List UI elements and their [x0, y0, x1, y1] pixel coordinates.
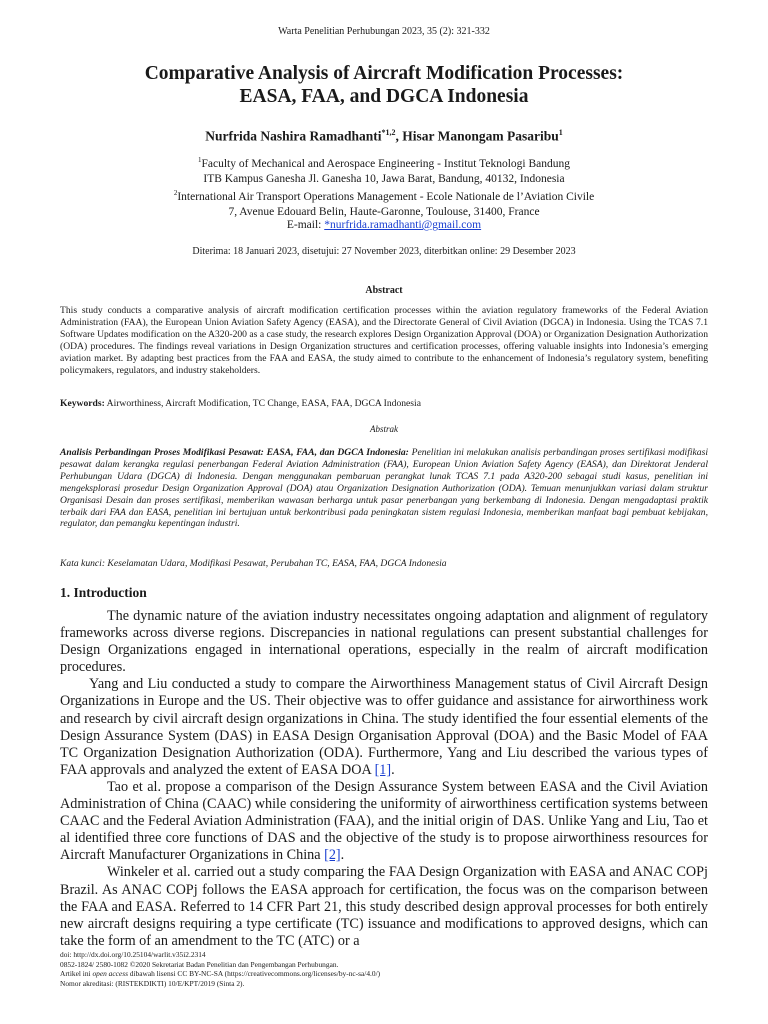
paper-title: [60, 62, 708, 108]
abstrak-text: Penelitian ini melakukan analisis perbandingan proses sertifikasi modifikasi pesawat dalam kerangka regulasi penerbangan Federal Aviation Administration (FAA), European Union Aviation Safety Agency (EASA), dan Direktorat Jenderal Perhubungan Udara (DGCA) di Indonesia. Dengan menggunakan pembaruan perangkat lunak TCAS 7.1 pada A320-200 sebagai studi kasus, penelitian ini mengeksplorasi prosedur Design Organization Approval (DOA) atau Organization Designation Authorization (ODA). Temuan menunjukkan variasi dalam struktur Organisasi Desain dan proses sertifikasi, memberikan wawasan berharga untuk pasar penerbangan yang berkembang di Indonesia. Dengan mengadaptasi praktik terbaik dari FAA dan EASA, penelitian ini bertujuan untuk berkontribusi pada peningkatan sistem regulasi Indonesia, memberikan manfaat bagi pembuat kebijakan, regulator, dan pemangku kepentingan industri.: [60, 447, 708, 530]
email-label: E-mail:: [286, 219, 325, 231]
email-link[interactable]: *nurfrida.ramadhanti@gmail.com: [324, 219, 482, 231]
footer-accreditation: Nomor akreditasi: (RISTEKDIKTI) 10/E/KPT/2019 (Sinta 2).: [60, 978, 245, 988]
affiliation-1-line-1: [60, 153, 708, 172]
author-1-affiliation: *1,2: [381, 128, 396, 137]
paper-title-line-1: Comparative Analysis of Aircraft Modification Processes:: [144, 63, 624, 84]
footer-license-pre: Artikel ini: [60, 969, 93, 979]
author-list: [60, 128, 708, 145]
citation-link-1[interactable]: [1]: [374, 761, 392, 778]
abstract-heading: Abstract: [365, 285, 403, 296]
affiliation-1-number: 1: [198, 156, 202, 164]
affiliation-2-number: 2: [173, 189, 178, 198]
citation-link-2[interactable]: [2]: [324, 847, 341, 864]
paragraph-1: The dynamic nature of the aviation industry necessitates ongoing adaptation and alignment of regulatory frameworks across diverse regions. Discrepancies in national regulations can present substantial challenges for Design Organizations engaged in international operations, especially in the realm of aircraft modification procedures.: [60, 608, 708, 676]
email-line: [60, 219, 708, 231]
abstrak-title: Analisis Perbandingan Proses Modifikasi Pesawat: EASA, FAA, dan DGCA Indonesia:: [60, 447, 409, 458]
keywords-label: Keywords:: [60, 398, 105, 409]
journal-header: Warta Penelitian Perhubungan 2023, 35 (2): 321-332: [278, 26, 490, 37]
paragraph-2-end: .: [391, 761, 395, 778]
author-2: Hisar Manongam Pasaribu: [402, 128, 559, 144]
affiliation-2-line-1: [60, 186, 708, 205]
affiliation-1-name: Faculty of Mechanical and Aerospace Engineering - Institut Teknologi Bandung: [201, 157, 570, 170]
footer-issn: 0852-1824/ 2580-1082 ©2020 Sekretariat Badan Penelitian dan Pengembangan Perhubungan.: [60, 959, 339, 969]
footer-doi: doi: http://dx.doi.org/10.25104/warlit.v35i2.2314: [60, 950, 206, 959]
paragraph-4: Winkeler et al. carried out a study comparing the FAA Design Organization with EASA and ANAC COPj Brazil. As ANAC COPj follows the EASA approach for certification, the focus was on the comparison between the FAA and EASA. Referred to 14 CFR Part 21, this study described design approval processes for both entirely new aircraft designs requiring a type certificate (TC) issuance and modifications to approved designs, which can take the form of an amendment to the TC (ATC) or a: [60, 864, 708, 949]
affiliation-1-line-2: ITB Kampus Ganesha Jl. Ganesha 10, Jawa Barat, Bandung, 40132, Indonesia: [203, 172, 565, 185]
abstrak-body: [60, 447, 708, 530]
author-2-affiliation: 1: [558, 128, 563, 137]
affiliations: [60, 153, 708, 219]
page-footer: [60, 950, 708, 988]
introduction-body: [60, 608, 708, 950]
author-1: Nurfrida Nashira Ramadhanti: [205, 128, 382, 144]
affiliation-2-line-2: 7, Avenue Edouard Belin, Haute-Garonne, Toulouse, 31400, France: [228, 205, 540, 218]
paper-title-line-2: EASA, FAA, and DGCA Indonesia: [239, 86, 529, 107]
paragraph-3-text: Tao et al. propose a comparison of the Design Assurance System between EASA and the Civil Aviation Administration of China (CAAC) while considering the uniformity of airworthiness certification systems between CAAC and the Federal Aviation Administration (FAA), and the initial origin of DAS. Unlike Yang and Liu, Tao et al identified three core functions of DAS and the objective of the study is to propose airworthiness resources for Aircraft Manufacturer Organizations in China: [60, 778, 708, 864]
kata-kunci: Kata kunci: Keselamatan Udara, Modifikasi Pesawat, Perubahan TC, EASA, FAA, DGCA Indonesia: [60, 558, 447, 569]
keywords-list: Airworthiness, Aircraft Modification, TC Change, EASA, FAA, DGCA Indonesia: [104, 398, 421, 409]
footer-license-post: dibawah lisensi CC BY-NC-SA (https://creativecommons.org/licenses/by-nc-sa/4.0/): [127, 969, 381, 979]
affiliation-2-name: International Air Transport Operations Management - Ecole Nationale de l’Aviation Civile: [177, 191, 595, 204]
paragraph-2: [60, 676, 708, 779]
paragraph-3: [60, 779, 708, 864]
publication-dates: Diterima: 18 Januari 2023, disetujui: 27 November 2023, diterbitkan online: 29 Desember 2023: [192, 246, 576, 257]
author-separator: ,: [395, 128, 403, 144]
keywords: [60, 398, 708, 409]
footer-license-open-access: open access: [92, 969, 128, 979]
paragraph-2-text: Yang and Liu conducted a study to compare the Airworthiness Management status of Civil Aircraft Design Organizations in Europe and the US. Their objective was to offer guidance and assistance for airworthiness work and research by civil aircraft design organizations in China. The study identified the four essential elements of the Design Assurance System (DAS) in EASA Design Organisation Approval (DOA) and the Basic Model of FAA TC Organization Designation Authorization (ODA). Furthermore, Yang and Liu described the various types of FAA approvals and analyzed the extent of EASA DOA: [60, 676, 708, 778]
abstract-body: This study conducts a comparative analysis of aircraft modification certification processes within the aviation regulatory frameworks of the Federal Aviation Administration (FAA), the European Union Aviation Safety Agency (EASA), and the Directorate General of Civil Aviation (DGCA) in Indonesia. Using the TCAS 7.1 Software Updates modification on the A320-200 as a case study, the research explores Design Organization Approval (DOA) or Organization Designation Authorization (ODA) procedures. The findings reveal variations in Design Organization structures and certification processes, offering valuable insights into Indonesia’s emerging aviation market. By adapting best practices from the FAA and EASA, the study aimed to contribute to the enhancement of Indonesia’s regulatory system, benefiting policymakers, regulators, and industry stakeholders.: [60, 305, 708, 376]
section-heading-introduction: 1. Introduction: [60, 585, 147, 600]
abstrak-heading: Abstrak: [370, 424, 398, 434]
paragraph-3-end: .: [340, 847, 345, 864]
footer-license: [60, 969, 708, 979]
